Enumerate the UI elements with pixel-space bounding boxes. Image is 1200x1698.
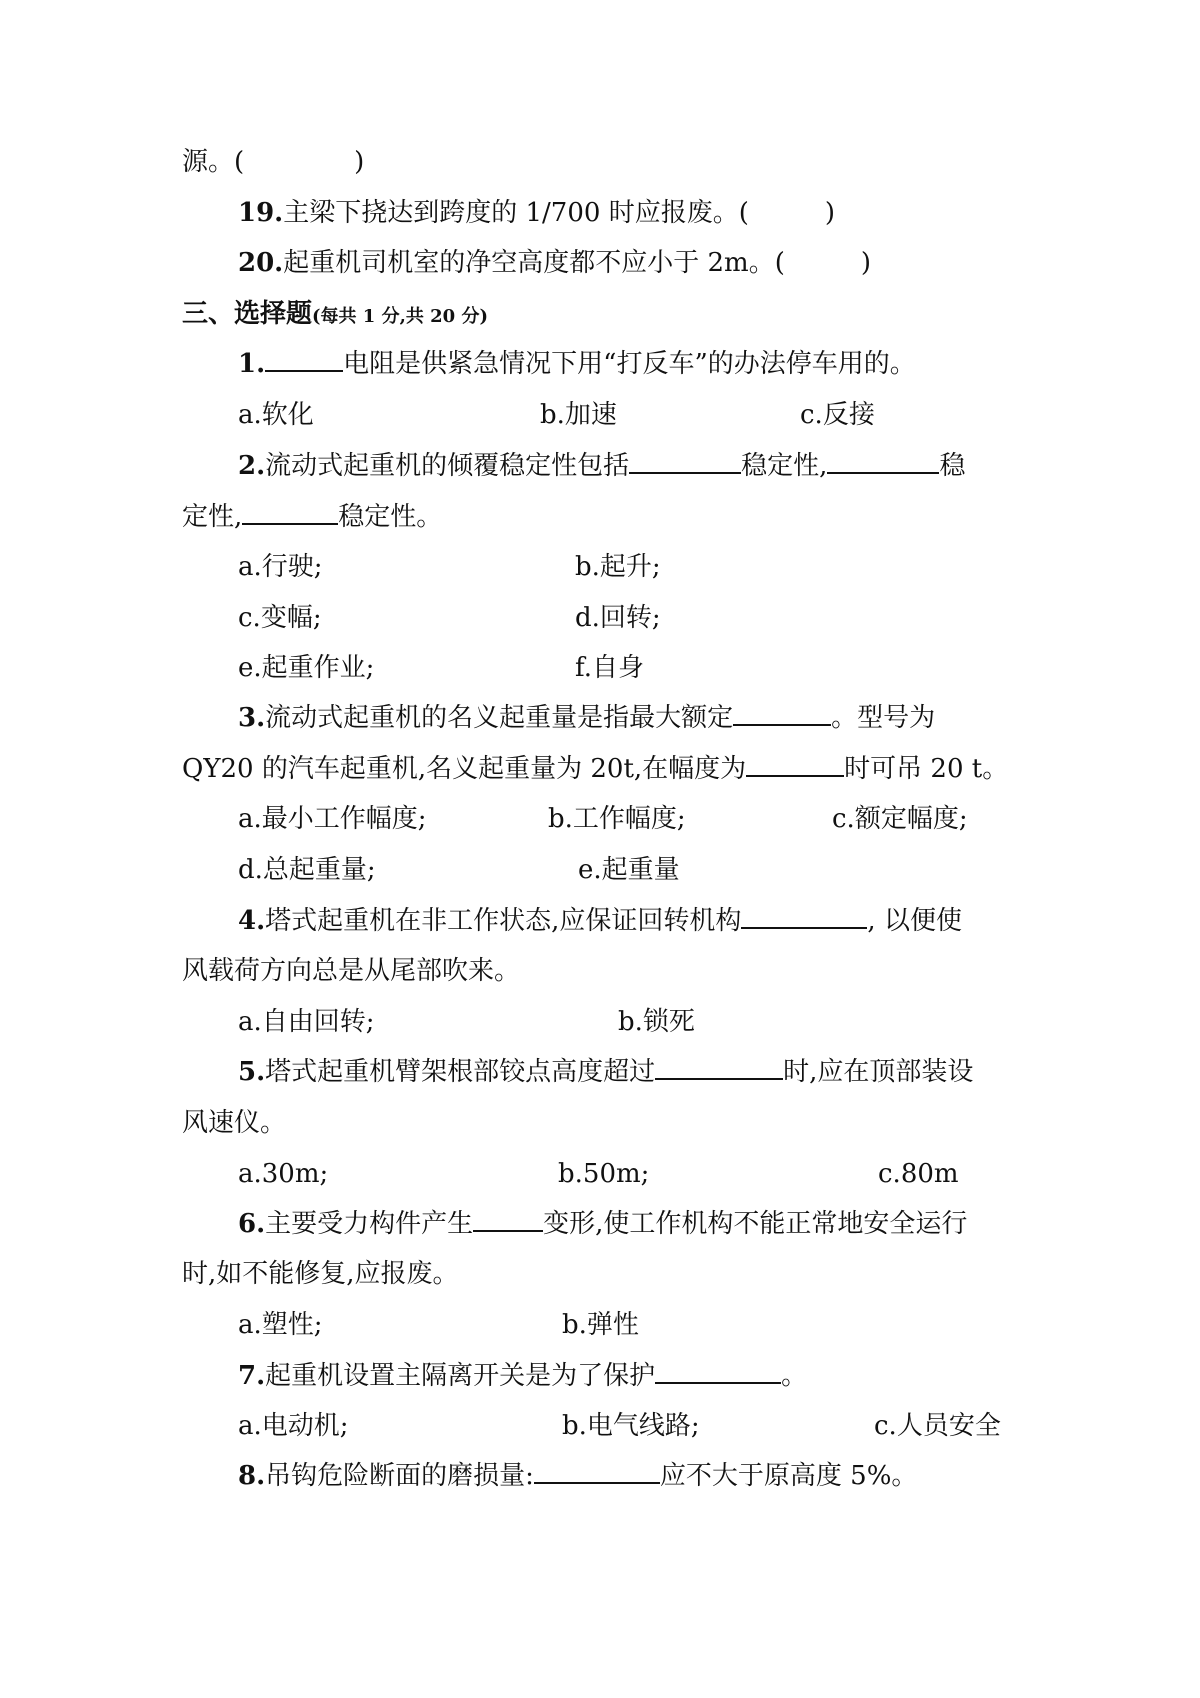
option-a[interactable]: a.30m; — [238, 1159, 329, 1189]
option-a[interactable]: a.最小工作幅度; — [238, 804, 427, 834]
section-note: (每共 1 分,共 20 分) — [312, 306, 488, 327]
question-text: 主要受力构件产生 — [265, 1209, 474, 1239]
tf-q18-close: ) — [354, 147, 365, 177]
question-text: 稳 — [939, 451, 966, 481]
question-7 — [238, 1358, 807, 1394]
question-text: 定性, — [182, 502, 243, 532]
fill-blank[interactable] — [265, 346, 343, 372]
question-text: 吊钩危险断面的磨损量: — [265, 1461, 534, 1491]
question-close: ) — [824, 198, 835, 228]
question-text: 应不大于原高度 5%。 — [659, 1461, 918, 1491]
option-b[interactable]: b.50m; — [558, 1159, 650, 1189]
question-number: 5. — [238, 1057, 266, 1087]
fill-blank[interactable] — [827, 448, 939, 474]
question-3-line2 — [182, 751, 1008, 787]
option-d[interactable]: d.总起重量; — [238, 855, 376, 885]
option-b[interactable]: b.弹性 — [562, 1310, 639, 1340]
question-number: 8. — [238, 1461, 266, 1491]
question-text: 电阻是供紧急情况下用“打反车”的办法停车用的。 — [343, 349, 916, 379]
option-b[interactable]: b.起升; — [575, 552, 661, 582]
option-c[interactable]: c.80m — [878, 1159, 959, 1189]
question-text: 时可吊 20 t。 — [844, 754, 1009, 784]
option-b[interactable]: b.锁死 — [618, 1007, 695, 1037]
question-number: 20. — [238, 248, 284, 278]
question-number: 6. — [238, 1209, 266, 1239]
question-text: QY20 的汽车起重机,名义起重量为 20t,在幅度为 — [182, 754, 747, 784]
fill-blank[interactable] — [655, 1358, 781, 1384]
question-5-line2: 风速仪。 — [182, 1108, 287, 1138]
question-text: 时,应在顶部装设 — [783, 1057, 974, 1087]
question-number: 2. — [238, 451, 266, 481]
tf-q18-text: 源。( — [182, 147, 245, 177]
fill-blank[interactable] — [242, 499, 338, 525]
question-close: ) — [860, 248, 871, 278]
question-text: 稳定性, — [741, 451, 828, 481]
question-number: 19. — [238, 198, 284, 228]
fill-blank[interactable] — [629, 448, 741, 474]
question-text: 流动式起重机的名义起重量是指最大额定 — [265, 703, 734, 733]
option-e[interactable]: e.起重量 — [578, 855, 680, 885]
question-text: 起重机设置主隔离开关是为了保护 — [265, 1361, 656, 1391]
section-title: 三、选择题 — [182, 299, 313, 329]
tf-q20 — [238, 245, 871, 281]
option-c[interactable]: c.反接 — [800, 400, 875, 430]
question-2 — [238, 448, 965, 484]
option-b[interactable]: b.电气线路; — [562, 1411, 700, 1441]
option-a[interactable]: a.软化 — [238, 400, 314, 430]
question-number: 7. — [238, 1361, 266, 1391]
question-text: , 以便使 — [867, 906, 962, 936]
tf-q19 — [238, 195, 835, 231]
question-text: 主梁下挠达到跨度的 1/700 时应报废。( — [283, 198, 749, 228]
question-1 — [238, 346, 916, 382]
option-f[interactable]: f.自身 — [575, 653, 644, 683]
option-e[interactable]: e.起重作业; — [238, 653, 375, 683]
option-c[interactable]: c.额定幅度; — [832, 804, 968, 834]
option-a[interactable]: a.电动机; — [238, 1411, 349, 1441]
option-a[interactable]: a.塑性; — [238, 1310, 323, 1340]
question-text: 塔式起重机在非工作状态,应保证回转机构 — [265, 906, 742, 936]
question-4-line2: 风载荷方向总是从尾部吹来。 — [182, 956, 521, 986]
question-text: 稳定性。 — [338, 502, 443, 532]
fill-blank[interactable] — [733, 700, 831, 726]
option-a[interactable]: a.行驶; — [238, 552, 323, 582]
option-a[interactable]: a.自由回转; — [238, 1007, 375, 1037]
question-4 — [238, 903, 962, 939]
question-text: 。 — [781, 1361, 808, 1391]
option-c[interactable]: c.变幅; — [238, 603, 322, 633]
option-d[interactable]: d.回转; — [575, 603, 661, 633]
option-b[interactable]: b.加速 — [540, 400, 617, 430]
fill-blank[interactable] — [746, 751, 844, 777]
fill-blank[interactable] — [534, 1458, 660, 1484]
question-number: 4. — [238, 906, 266, 936]
question-2-line2 — [182, 499, 442, 535]
question-number: 3. — [238, 703, 266, 733]
question-text: 变形,使工作机构不能正常地安全运行 — [543, 1209, 968, 1239]
question-6 — [238, 1206, 967, 1242]
question-3 — [238, 700, 935, 736]
tf-q18-continuation — [182, 144, 364, 180]
question-text: 。型号为 — [831, 703, 936, 733]
question-text: 塔式起重机臂架根部铰点高度超过 — [265, 1057, 656, 1087]
question-6-line2: 时,如不能修复,应报废。 — [182, 1259, 459, 1289]
question-5 — [238, 1054, 973, 1090]
fill-blank[interactable] — [655, 1054, 783, 1080]
question-number: 1. — [238, 349, 266, 379]
section-heading — [182, 296, 488, 335]
question-text: 流动式起重机的倾覆稳定性包括 — [265, 451, 630, 481]
option-c[interactable]: c.人员安全 — [874, 1411, 1001, 1441]
question-8 — [238, 1458, 917, 1494]
question-text: 起重机司机室的净空高度都不应小于 2m。( — [283, 248, 785, 278]
fill-blank[interactable] — [741, 903, 867, 929]
option-b[interactable]: b.工作幅度; — [548, 804, 686, 834]
fill-blank[interactable] — [473, 1206, 543, 1232]
